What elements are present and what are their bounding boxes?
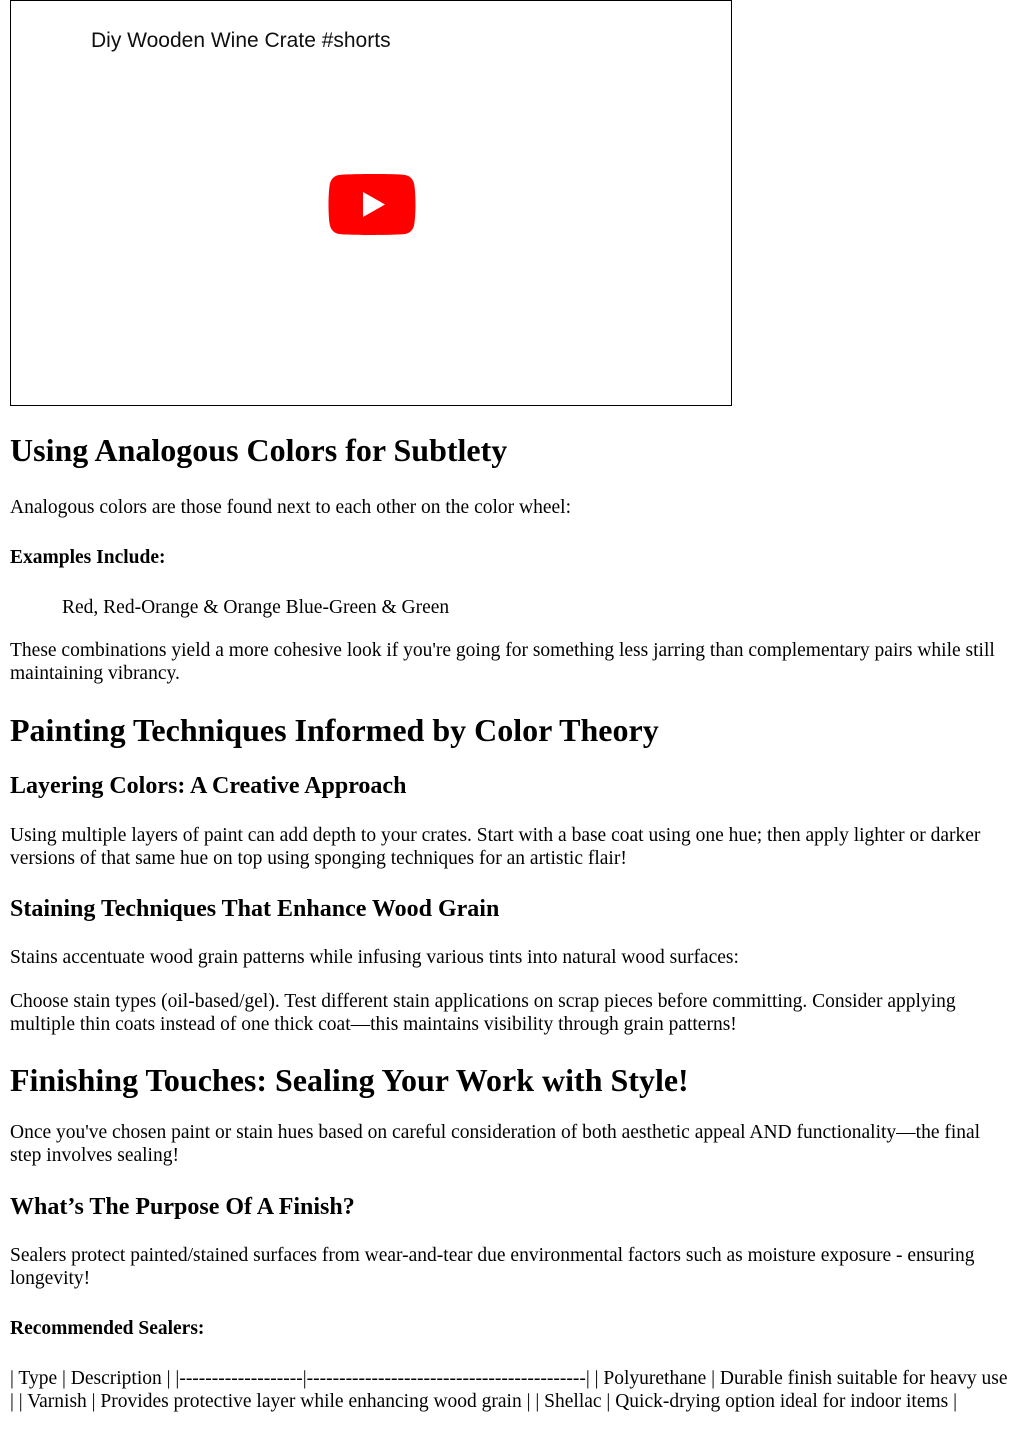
staining-intro-text: Stains accentuate wood grain patterns while infusing various tints into natural wood surfaces:: [10, 947, 739, 968]
youtube-play-icon[interactable]: [328, 174, 416, 235]
heading-purpose-of-finish: What’s The Purpose Of A Finish?: [10, 1194, 355, 1220]
staining-tips-text: Choose stain types (oil-based/gel). Test different stain applications on scrap pieces before committing. Consider applying multiple thin coats instead of one thick coat—this maintains visibility through grain patterns!: [10, 991, 956, 1035]
examples-text: Red, Red-Orange & Orange Blue-Green & Green: [62, 597, 450, 618]
sealers-table-text: | Type | Description | |-------------------|-------------------------------------------| | Polyurethane | Durable finish suitable for heavy use | | Varnish | Provides protective layer while enhancing wood grain | | Shellac | Quick-drying option ideal for indoor items |: [10, 1368, 1008, 1412]
combinations-text: These combinations yield a more cohesive look if you're going for something less jarring than complementary pairs while still maintaining vibrancy.: [10, 640, 995, 684]
purpose-text: Sealers protect painted/stained surfaces from wear-and-tear due environmental factors such as moisture exposure - ensuring longevity!: [10, 1245, 975, 1289]
recommended-sealers-label: Recommended Sealers:: [10, 1318, 205, 1339]
heading-painting-techniques: Painting Techniques Informed by Color Theory: [10, 712, 659, 748]
examples-label: Examples Include:: [10, 547, 166, 568]
layering-text: Using multiple layers of paint can add depth to your crates. Start with a base coat using one hue; then apply lighter or darker versions of that same hue on top using sponging techniques for an artistic flair!: [10, 825, 981, 869]
heading-staining-techniques: Staining Techniques That Enhance Wood Grain: [10, 896, 500, 922]
finishing-intro-text: Once you've chosen paint or stain hues based on careful consideration of both aesthetic appeal AND functionality—the final step involves sealing!: [10, 1122, 981, 1166]
video-embed[interactable]: [10, 0, 732, 406]
play-button[interactable]: [328, 174, 416, 235]
analogous-intro-text: Analogous colors are those found next to each other on the color wheel:: [10, 497, 571, 518]
heading-finishing-touches: Finishing Touches: Sealing Your Work with Style!: [10, 1062, 689, 1098]
video-title[interactable]: Diy Wooden Wine Crate #shorts: [91, 29, 391, 52]
heading-layering-colors: Layering Colors: A Creative Approach: [10, 773, 407, 799]
heading-analogous-colors: Using Analogous Colors for Subtlety: [10, 432, 508, 468]
